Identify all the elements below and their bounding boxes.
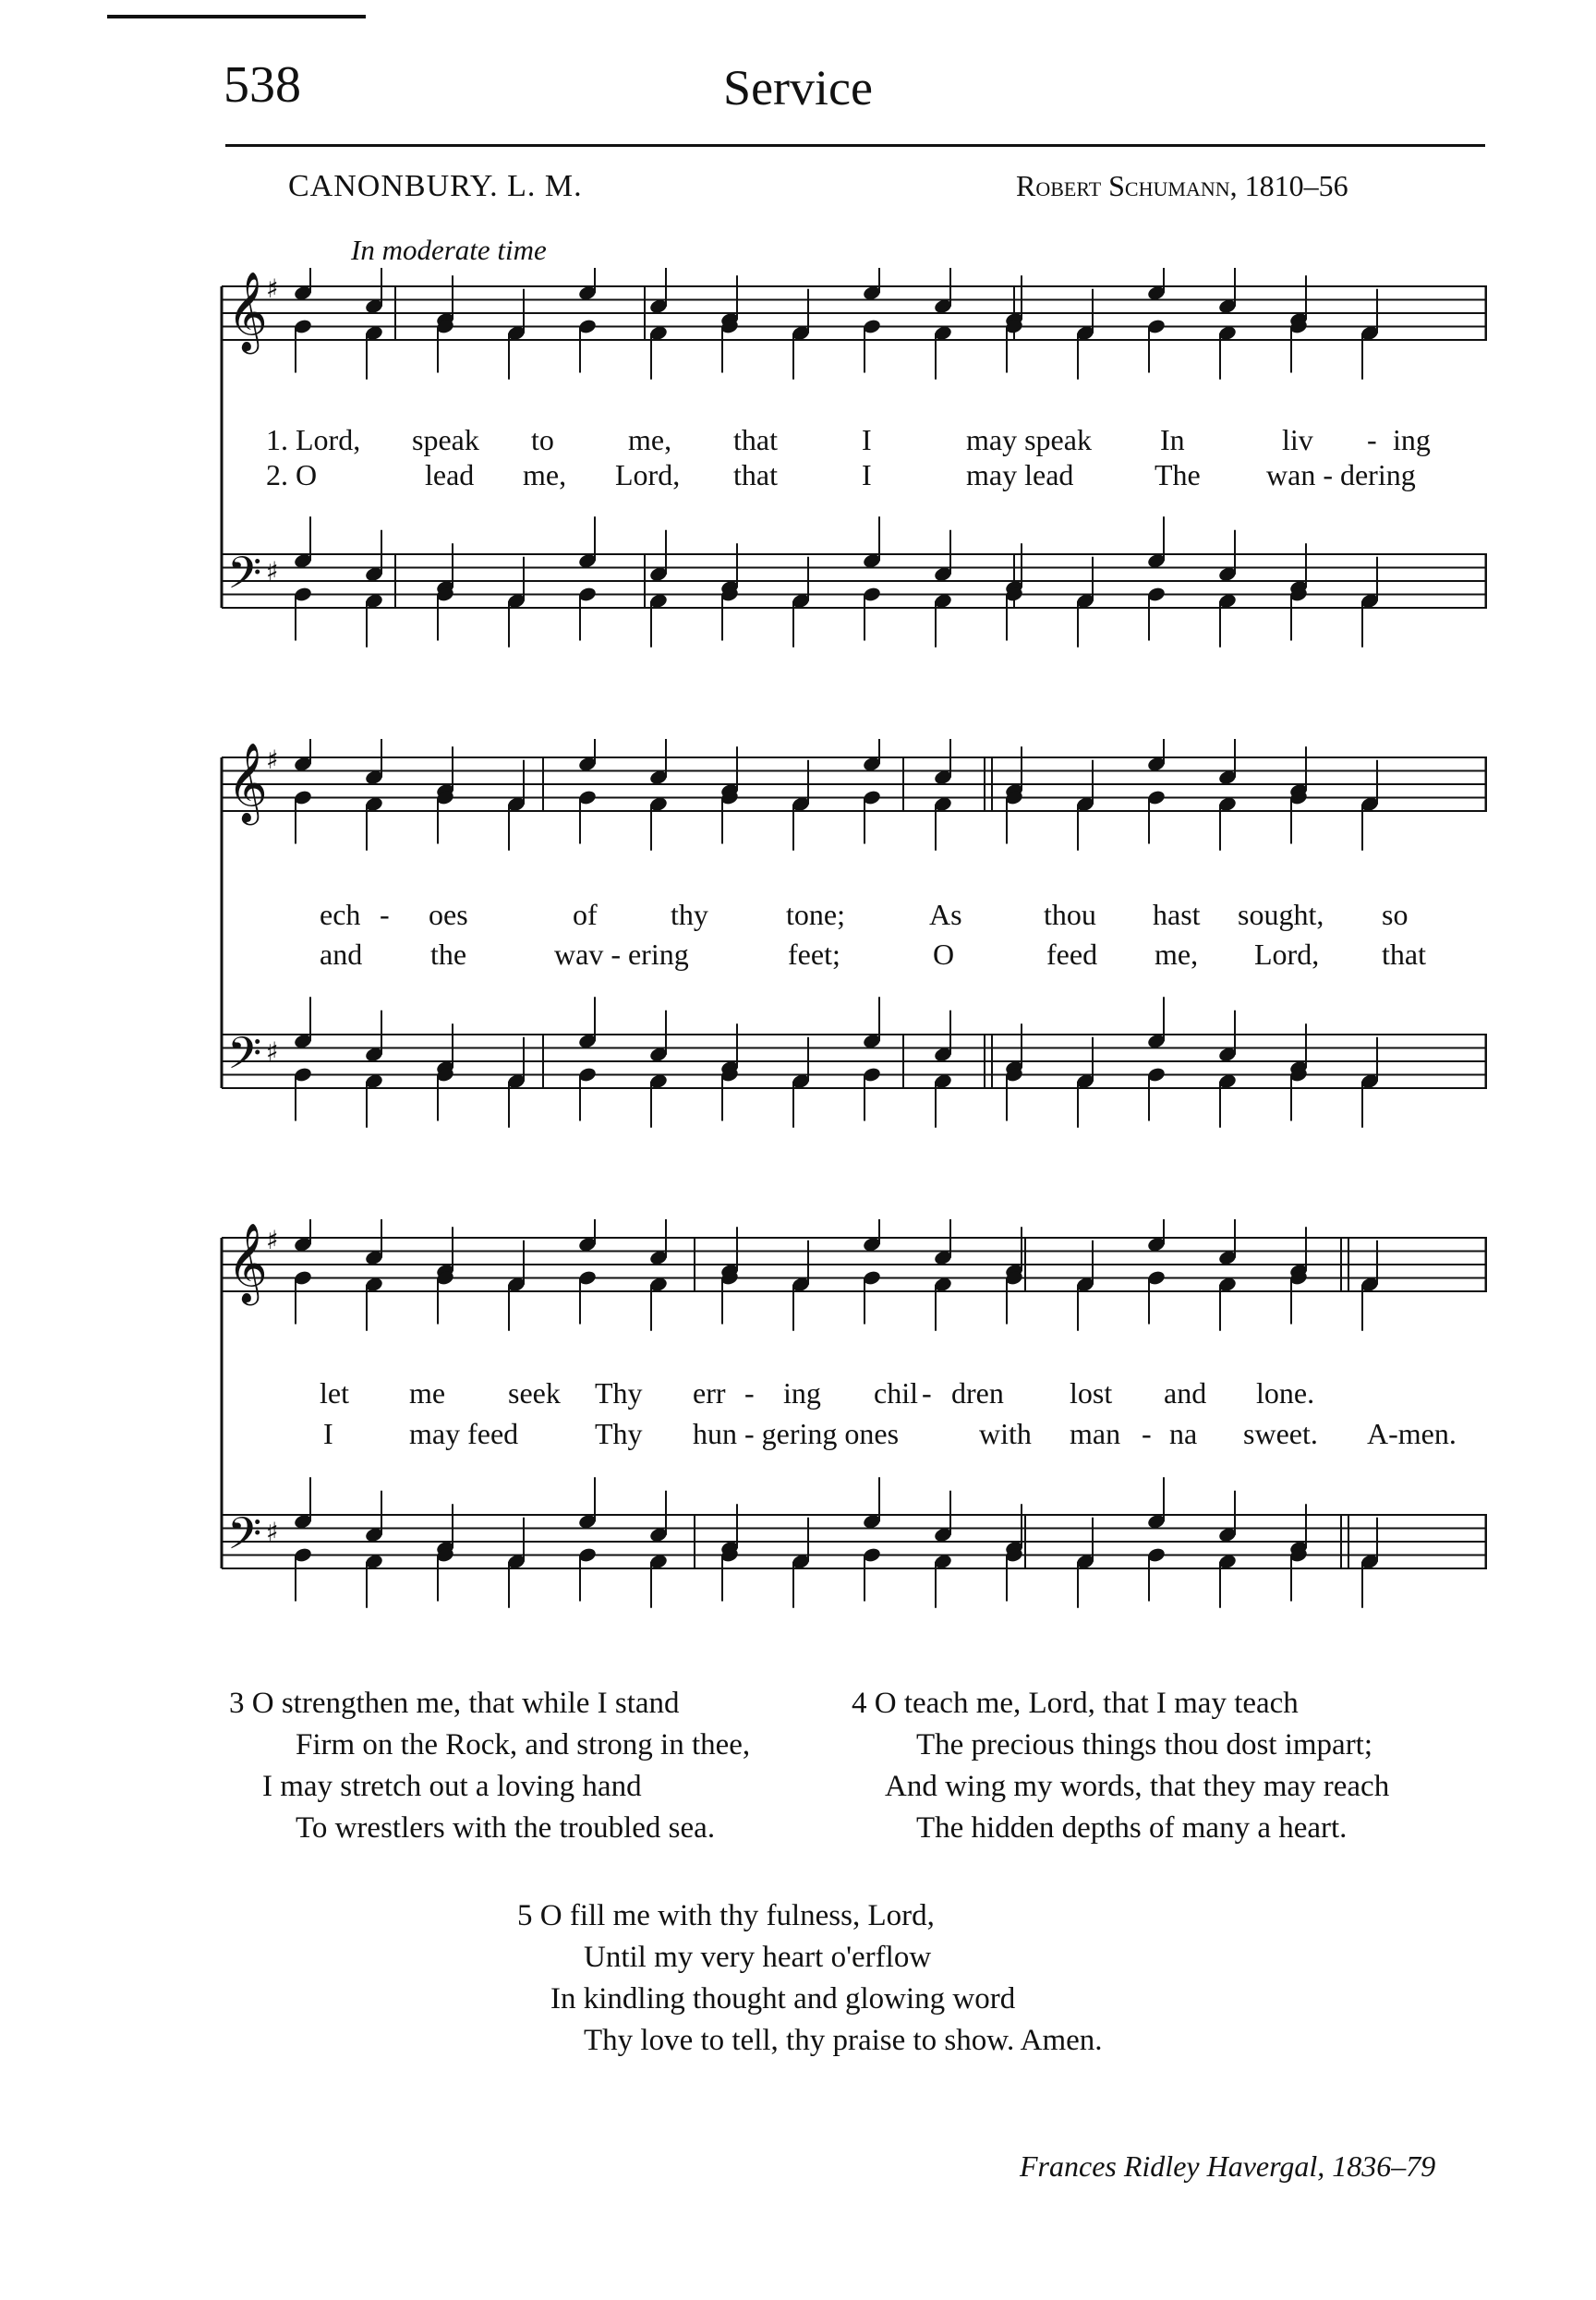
lyric-syllable: oes [429, 898, 468, 931]
treble-clef-icon: 𝄞 [227, 1223, 268, 1302]
lyric-syllable: hast [1153, 898, 1201, 931]
lyric-syllable: O [933, 938, 955, 971]
lyric-syllable: A-men. [1367, 1417, 1457, 1450]
lyric-syllable: thy [671, 898, 708, 931]
lyric-syllable: Thy [595, 1417, 643, 1450]
lyric-syllable: me [409, 1376, 446, 1410]
tempo-marking: In moderate time [351, 234, 547, 266]
verse-line: Thy love to tell, thy praise to show. Amen. [584, 2024, 1103, 2057]
verse-line: I may stretch out a loving hand [262, 1770, 642, 1803]
lyric-syllable: lone. [1256, 1376, 1315, 1410]
lyric-syllable: As [929, 898, 962, 931]
lyric-syllable: na [1169, 1417, 1198, 1450]
lyric-syllable: wav - ering [554, 938, 689, 971]
lyric-syllable: and [1164, 1376, 1207, 1410]
lyric-syllable: speak [412, 423, 479, 456]
header-rule [225, 144, 1485, 147]
verse-number: 4 [852, 1687, 867, 1720]
verse-number: 3 [229, 1687, 245, 1720]
lyric-syllable: The [1155, 458, 1201, 491]
composer: Robert Schumann, 1810–56 [1016, 169, 1348, 202]
music-system-1 [220, 268, 1487, 674]
sharp-icon: ♯ [266, 273, 279, 304]
lyric-syllable: tone; [786, 898, 845, 931]
lyric-syllable: of [573, 898, 598, 931]
lyric-syllable: 2. O [266, 458, 318, 491]
lyric-syllable: let [320, 1376, 349, 1410]
music-system-2 [220, 739, 1487, 1164]
lyric-syllable: me, [628, 423, 672, 456]
lyric-syllable: chil [874, 1376, 918, 1410]
bass-clef-icon: 𝄢 [227, 1507, 262, 1570]
music-system-3 [220, 1219, 1487, 1644]
verse-line: O teach me, Lord, that I may teach [874, 1687, 1299, 1720]
lyric-syllable: seek [508, 1376, 561, 1410]
lyric-syllable: ech [320, 898, 361, 931]
section-title: Service [723, 60, 873, 115]
lyric-syllable: I [323, 1417, 333, 1450]
author-credit: Frances Ridley Havergal, 1836–79 [1020, 2149, 1436, 2183]
lyric-syllable: me, [1155, 938, 1199, 971]
lyric-syllable: liv [1282, 423, 1313, 456]
lyric-syllable: that [733, 423, 778, 456]
lyric-syllable: I [862, 458, 872, 491]
verse-number: 5 [517, 1899, 533, 1932]
lyric-syllable: may feed [409, 1417, 519, 1450]
lyric-syllable: me, [523, 458, 567, 491]
lyric-syllable: sought, [1238, 898, 1324, 931]
lyric-syllable: so [1382, 898, 1409, 931]
lyric-syllable: ing [1393, 423, 1431, 456]
treble-clef-icon: 𝄞 [227, 743, 268, 822]
verse-line: O strengthen me, that while I stand [251, 1687, 680, 1720]
lyric-syllable: I [862, 423, 872, 456]
verse-3 [229, 1683, 750, 1849]
lyric-syllable: and [320, 938, 363, 971]
verse-line: In kindling thought and glowing word [550, 1982, 1016, 2016]
sharp-icon: ♯ [266, 556, 279, 587]
verse-line: O fill me with thy fulness, Lord, [539, 1899, 935, 1932]
verse-line: The hidden depths of many a heart. [916, 1811, 1348, 1845]
lyric-syllable: In [1160, 423, 1185, 456]
lyric-syllable: feed [1046, 938, 1098, 971]
sharp-icon: ♯ [266, 1517, 279, 1547]
lyric-syllable: man [1070, 1417, 1121, 1450]
lyric-syllable: hun - gering ones [693, 1417, 900, 1450]
sharp-icon: ♯ [266, 744, 279, 775]
lyric-syllable: to [531, 423, 554, 456]
lyric-syllable: the [430, 938, 467, 971]
lyric-syllable: - [744, 1376, 755, 1410]
lyric-syllable: - [1142, 1417, 1152, 1450]
lyric-line-verse2 [220, 458, 1487, 495]
lyric-syllable: lost [1070, 1376, 1113, 1410]
page-number: 538 [224, 56, 301, 114]
verse-line: Firm on the Rock, and strong in thee, [296, 1728, 751, 1761]
sharp-icon: ♯ [266, 1036, 279, 1067]
lyric-syllable: may speak [966, 423, 1092, 456]
lyric-syllable: lead [425, 458, 475, 491]
lyric-syllable: thou [1044, 898, 1096, 931]
lyric-syllable: ing [783, 1376, 821, 1410]
lyric-syllable: dren [951, 1376, 1004, 1410]
verse-4 [852, 1683, 1389, 1849]
lyric-line-verse2 [220, 938, 1487, 974]
tune-name: CANONBURY. L. M. [288, 169, 583, 203]
lyric-syllable: that [733, 458, 778, 491]
lyric-syllable: feet; [788, 938, 840, 971]
lyric-syllable: sweet. [1243, 1417, 1318, 1450]
lyric-line-verse1 [220, 423, 1487, 460]
lyric-syllable: - [1367, 423, 1377, 456]
lyric-syllable: - [922, 1376, 932, 1410]
verse-line: And wing my words, that they may reach [885, 1770, 1390, 1803]
lyric-syllable: - [380, 898, 390, 931]
lyric-syllable: may lead [966, 458, 1074, 491]
treble-clef-icon: 𝄞 [227, 272, 268, 351]
sharp-icon: ♯ [266, 1225, 279, 1255]
lyric-syllable: err [693, 1376, 726, 1410]
lyric-syllable: with [979, 1417, 1032, 1450]
lyric-line-verse1 [220, 1376, 1487, 1413]
lyric-syllable: wan - dering [1266, 458, 1416, 491]
verse-line: To wrestlers with the troubled sea. [296, 1811, 716, 1845]
bass-clef-icon: 𝄢 [227, 1027, 262, 1090]
verse-5 [517, 1895, 1103, 2062]
lyric-syllable: 1. Lord, [266, 423, 361, 456]
lyric-syllable: Thy [595, 1376, 643, 1410]
verse-line: Until my very heart o'erflow [584, 1941, 932, 1974]
verse-line: The precious things thou dost impart; [916, 1728, 1373, 1761]
lyric-line-verse2 [220, 1417, 1487, 1454]
lyric-syllable: Lord, [615, 458, 681, 491]
lyric-syllable: Lord, [1254, 938, 1320, 971]
bass-clef-icon: 𝄢 [227, 547, 262, 610]
lyric-line-verse1 [220, 898, 1487, 935]
lyric-syllable: that [1382, 938, 1426, 971]
top-rule [107, 15, 366, 18]
